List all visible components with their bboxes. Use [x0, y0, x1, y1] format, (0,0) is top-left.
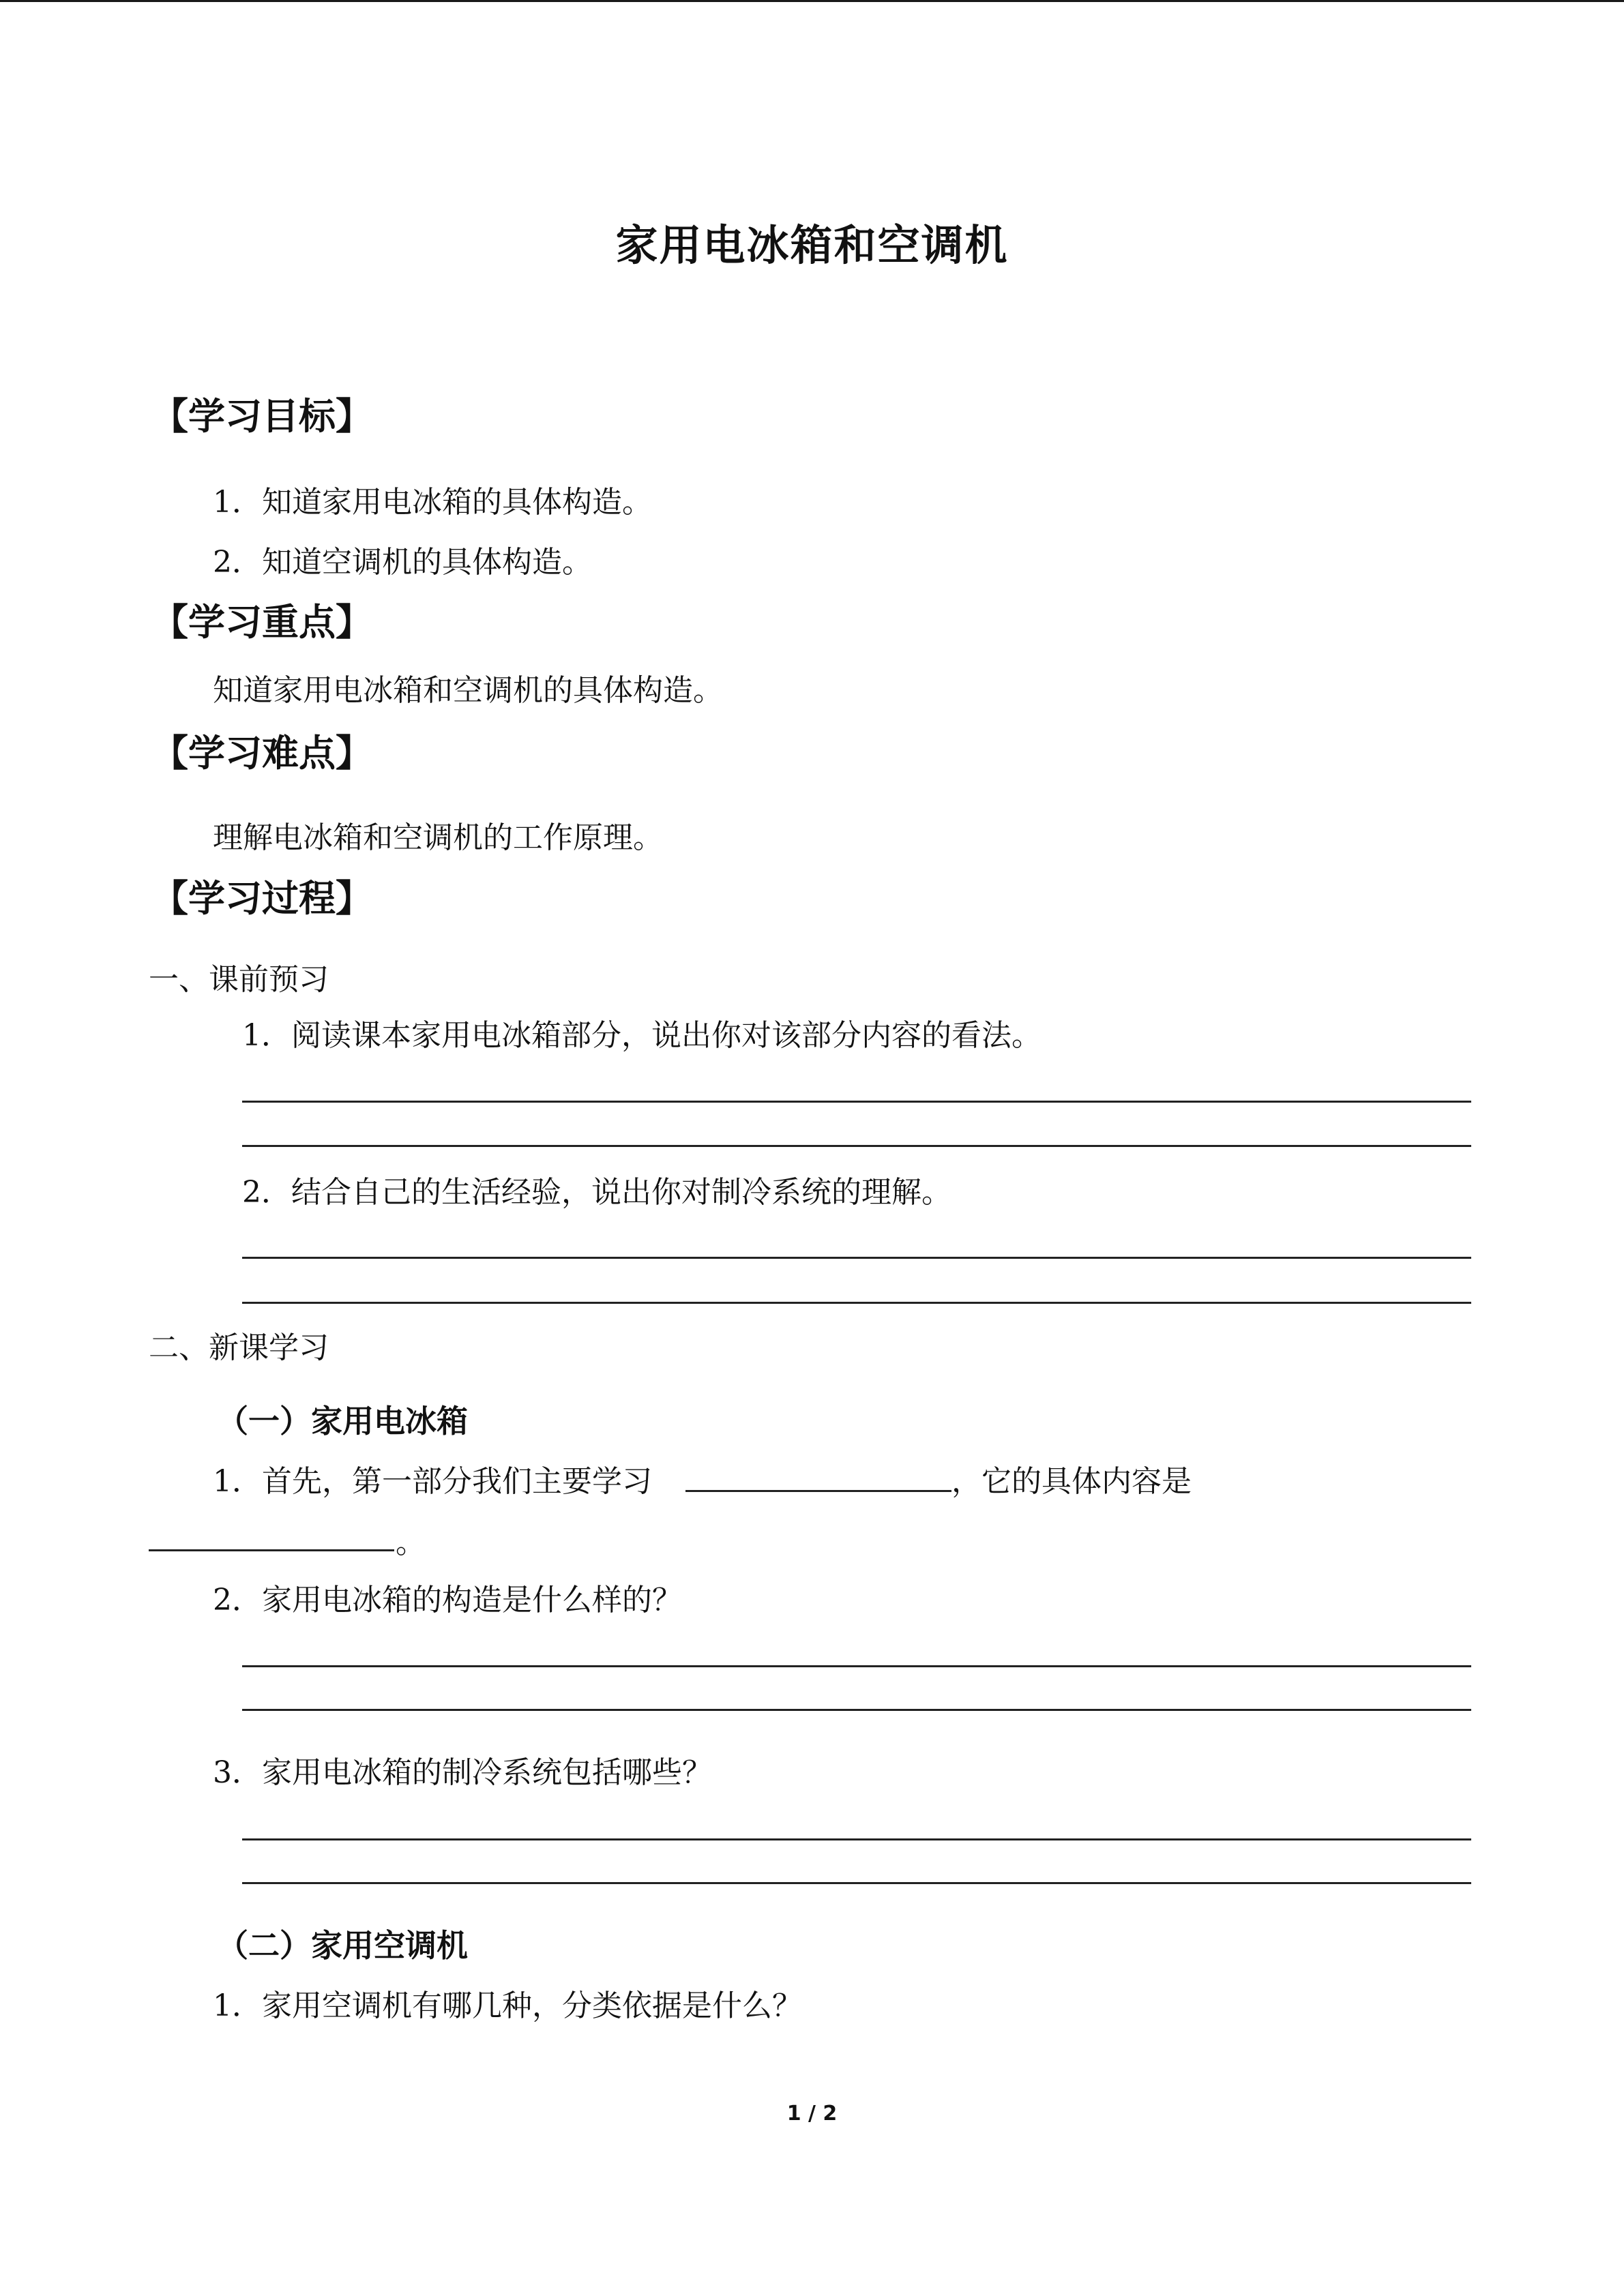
ac-question-1: 1．家用空调机有哪几种，分类依据是什么？ — [213, 1988, 802, 2023]
key-points-text: 知道家用电冰箱和空调机的具体构造。 — [213, 673, 723, 708]
difficulties-heading: 【学习难点】 — [151, 731, 372, 775]
page-number: 1 / 2 — [786, 2102, 838, 2126]
answer-line[interactable] — [242, 1709, 1471, 1711]
preview-heading: 一、课前预习 — [149, 962, 329, 997]
fridge-question-1-part2: ，它的具体内容是 — [951, 1464, 1192, 1499]
preview-question-1: 1．阅读课本家用电冰箱部分，说出你对该部分内容的看法。 — [242, 1018, 1042, 1053]
difficulties-text: 理解电冰箱和空调机的工作原理。 — [213, 820, 663, 855]
fridge-question-2: 2．家用电冰箱的构造是什么样的？ — [213, 1583, 682, 1617]
preview-question-2: 2．结合自己的生活经验，说出你对制冷系统的理解。 — [242, 1175, 951, 1210]
page-top-border — [0, 0, 1624, 2]
answer-line[interactable] — [242, 1101, 1471, 1103]
page-title: 家用电冰箱和空调机 — [615, 220, 1009, 270]
key-points-heading: 【学习重点】 — [151, 600, 372, 644]
objective-item-1: 1．知道家用电冰箱的具体构造。 — [213, 485, 652, 520]
objective-item-2: 2．知道空调机的具体构造。 — [213, 545, 592, 580]
answer-line[interactable] — [242, 1145, 1471, 1147]
answer-line[interactable] — [242, 1257, 1471, 1259]
fridge-question-3: 3．家用电冰箱的制冷系统包括哪些？ — [213, 1755, 712, 1790]
fill-blank-1[interactable] — [685, 1490, 951, 1492]
fridge-heading: （一）家用电冰箱 — [217, 1403, 468, 1440]
process-heading: 【学习过程】 — [151, 876, 372, 920]
answer-line[interactable] — [242, 1302, 1471, 1304]
fridge-question-1-end: 。 — [396, 1525, 426, 1560]
ac-heading: （二）家用空调机 — [217, 1927, 468, 1964]
answer-line[interactable] — [242, 1665, 1471, 1667]
new-lesson-heading: 二、新课学习 — [149, 1330, 329, 1365]
answer-line[interactable] — [242, 1882, 1471, 1884]
objectives-heading: 【学习目标】 — [151, 394, 372, 438]
answer-line[interactable] — [242, 1838, 1471, 1840]
fill-blank-2[interactable] — [149, 1549, 394, 1551]
fridge-question-1-part1: 1．首先，第一部分我们主要学习 — [213, 1464, 652, 1499]
